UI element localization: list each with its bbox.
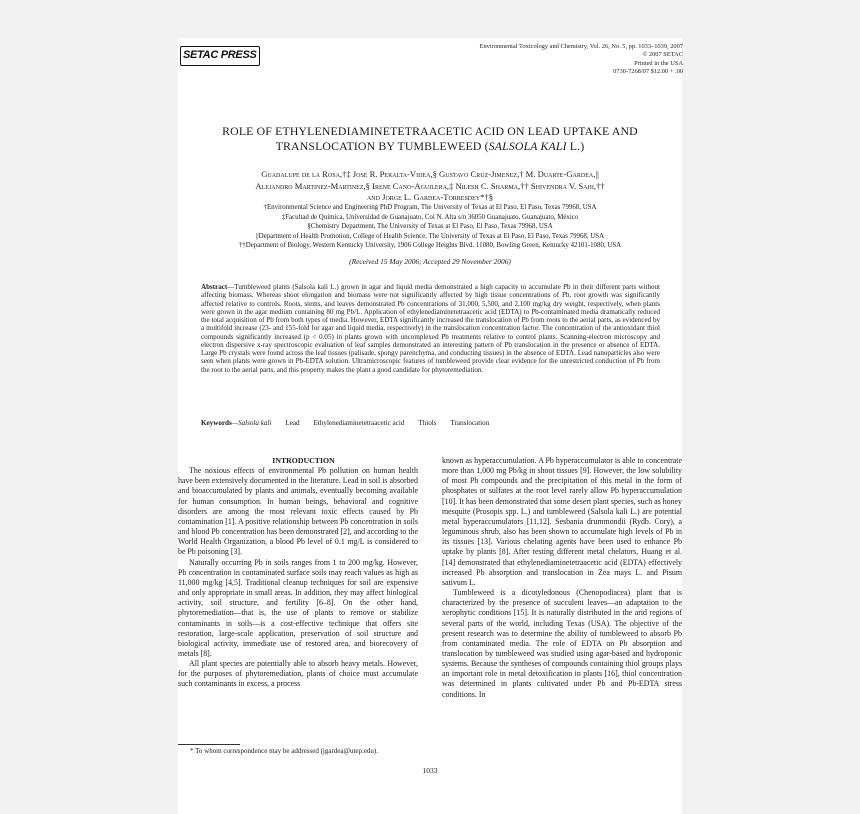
title-line-2-suffix: L.) bbox=[566, 139, 585, 153]
left-column bbox=[178, 456, 418, 690]
affiliation-3: §Chemistry Department, The University of Texas at El Paso, El Paso, Texas 79968, USA bbox=[307, 223, 553, 230]
intro-paragraph-4: known as hyperaccumulation. A Pb hyperaccumulator is able to concentrate more than 1,000 mg Pb/kg in shoot tissues [9]. However, the low solubility of most Pb compounds and the precipitation of this metal in the form of phosphates or sulfates at the root level rarely allow Pb hyperaccumulation [10]. It has been demonstrated that some desert plant species, such as honey mesquite (Prosopis spp. L.) and tumbleweed (Salsola kali L.) are potential metal hyperaccumulators [11,12]. Sesbania drummondii (Rydb. Cory), a leguminous shrub, also has been shown to accumulate high levels of Pb in its tissues [13]. Various chelating agents have been used to enhance Pb uptake by plants [8]. After testing different metal chelators, Huang et al. [14] demonstrated that ethylenediaminetetraacetic acid (EDTA) effectively increased Pb absorption and translocation in Zea mays L. and Pisum sativum L. bbox=[442, 456, 682, 587]
abstract-label: Abstract bbox=[201, 283, 228, 291]
intro-paragraph-2: Naturally occurring Pb in soils ranges from 1 to 200 mg/kg. However, Pb concentration in contaminated surface soils may reach values as high as 11,000 mg/kg [4,5]. Traditional cleanup techniques for soil are expensive and only appropriate in small areas. In addition, they may affect biological activity, soil structure, and fertility [6–8]. On the other hand, phytoremediation—that is, the use of plants to remove or stabilize contaminants in soils—is a cost-effective technique that offers site restoration, large-scale application, preservation of soil structure and biological activity, immediate use of restored area, and biorecovery of metals [8]. bbox=[178, 557, 418, 658]
abstract bbox=[201, 283, 660, 374]
keyword-item: Lead bbox=[285, 419, 300, 427]
affiliation-5: ††Department of Biology, Western Kentucky University, 1906 College Heights Blvd. 11080, Bowling Green, Kentucky 42101-1080, USA bbox=[238, 242, 622, 249]
title-line-2 bbox=[182, 139, 678, 154]
keyword-item: Thiols bbox=[418, 419, 437, 427]
affiliations bbox=[180, 203, 680, 251]
received-dates: (Received 15 May 2006; Accepted 29 November 2006) bbox=[349, 257, 511, 266]
affiliation-1: †Environmental Science and Engineering PhD Program, The University of Texas at El Paso, El Paso, Texas 79968, USA bbox=[263, 204, 597, 211]
right-column bbox=[442, 456, 682, 700]
affiliation-2: ‡Facultad de Química, Universidad de Guanajuato, Col N. Alta s/n 36050 Guanajuato, Guanajuato, México bbox=[281, 213, 579, 221]
copyright-line: © 2007 SETAC bbox=[642, 51, 683, 59]
keyword-item: Translocation bbox=[450, 419, 490, 427]
keywords-label: Keywords bbox=[201, 419, 232, 427]
journal-citation bbox=[420, 43, 683, 77]
printed-line: Printed in the USA bbox=[634, 59, 683, 67]
author-line-3: and Jorge L. Gardea-Torresdey*†§ bbox=[366, 192, 494, 203]
intro-paragraph-5: Tumbleweed is a dicotyledonous (Chenopodiacea) plant that is characterized by the presence of succulent leaves—an adaptation to the xerophytic conditions [15]. It is naturally distributed in the arid regions of several parts of the world, including Texas (USA). The objective of the present research was to determine the ability of tumbleweed to absorb Pb from contaminated media. The role of EDTA on Pb absorption and translocation by tumbleweed was studied using agar-based and hydroponic systems. Because the syntheses of compounds containing thiol groups plays an important role in metal detoxification in plants [16], thiol concentration was determined in plants cultivated under Pb and Pb-EDTA stress conditions. In bbox=[442, 588, 682, 699]
title-species-name: SALSOLA KALI bbox=[488, 139, 567, 153]
title-line-2-prefix: TRANSLOCATION BY TUMBLEWEED ( bbox=[275, 139, 489, 153]
keywords bbox=[201, 419, 660, 427]
issn-line: 0730-7268/07 $12.00 + .00 bbox=[613, 68, 683, 76]
title-line-1: ROLE OF ETHYLENEDIAMINETETRAACETIC ACID ON LEAD UPTAKE AND bbox=[222, 124, 638, 138]
footnote-rule bbox=[178, 744, 240, 745]
affiliation-4: ||Department of Health Promotion, College of Health Science, The University of Texas at El Paso, El Paso, Texas 79968, USA bbox=[255, 232, 605, 240]
abstract-text: —Tumbleweed plants (Salsola kali L.) grown in agar and liquid media demonstrated a high capacity to accumulate Pb in their different parts without affecting biomass. Whereas shoot elongation and biomass were not significantly affected by high tissue concentrations of Pb, root growth was significantly affected relative to controls. Roots, stems, and leaves demonstrated Pb concentrations of 31,000, 5,500, and 2,100 mg/kg dry weight, respectively, when plants were grown in the agar medium containing 80 mg Pb/L. Application of ethylenediaminetetraacetic acid (EDTA) to Pb-contaminated media dramatically reduced the total acquisition of Pb from both types of media. However, EDTA significantly increased the translocation of Pb from roots to the aerial parts, as evidenced by a multifold increase (23- and 155-fold for agar and liquid media, respectively) in the translocation concentration factor. The concentration of the antioxidant thiol compounds significantly increased (p < 0.05) in plants grown with uncomplexed Pb treatments relative to control plants. Scanning-electron microscopy and electron dispersive x-ray spectroscopic evaluation of leaf samples demonstrated an interesting pattern of Pb translocation in the presence or absence of EDTA. Large Pb crystals were found across the leaf tissues (palisade, spongy parenchyma, and conducting tissues) in the absence of EDTA. Lead nanoparticles also were seen when plants were grown in Pb-EDTA solution. Ultramicroscopic features of tumbleweed provide clear evidence for the unrestricted conduction of Pb from the root to the aerial parts, and this property makes the plant a good candidate for phytoremediation. bbox=[201, 283, 660, 374]
setac-press-logo-text: SETAC PRESS bbox=[180, 46, 260, 66]
keyword-first: —Salsola kali bbox=[231, 419, 272, 427]
journal-citation-line: Environmental Toxicology and Chemistry, Vol. 26, No. 5, pp. 1033–1039, 2007 bbox=[479, 43, 683, 50]
keyword-item: Ethylenediaminetetraacetic acid bbox=[313, 419, 405, 427]
author-line-1: Guadalupe de la Rosa,†‡ Jose R. Peralta-Videa,§ Gustavo Cruz-Jimenez,† M. Duarte-Gardea,|| bbox=[261, 169, 599, 179]
intro-paragraph-3: All plant species are potentially able to absorb heavy metals. However, for the purposes of phytoremediation, plants of choice must accumulate such contaminants in excess, a process bbox=[178, 659, 418, 689]
author-line-2: Alejandro Martinez-Martinez,§ Irene Cano-Aguilera,‡ Nilesh C. Sharma,†† Shivendra V. Sahi,†† bbox=[255, 180, 605, 191]
page-number: 1033 bbox=[422, 766, 438, 775]
correspondence-footnote: * To whom correspondence may be addressed (jgardea@utep.edu). bbox=[190, 747, 378, 755]
paper-title bbox=[182, 124, 678, 154]
intro-paragraph-1: The noxious effects of environmental Pb pollution on human health have been extensively documented in the literature. Lead in soil is absorbed and bioaccumulated by plants and animals, eventually becoming available for human consumption. In human beings, behavioral and cognitive disorders are among the most relevant toxic effects caused by Pb contamination [1]. A positive relationship between Pb concentration in soils and blood Pb concentration has been demonstrated [2], and according to the World Health Organization, a blood Pb level of 0.1 mg/L is considered to be Pb poisoning [3]. bbox=[178, 466, 418, 557]
introduction-heading: INTRODUCTION bbox=[272, 456, 335, 465]
author-list bbox=[180, 169, 680, 204]
setac-press-logo bbox=[180, 46, 256, 64]
